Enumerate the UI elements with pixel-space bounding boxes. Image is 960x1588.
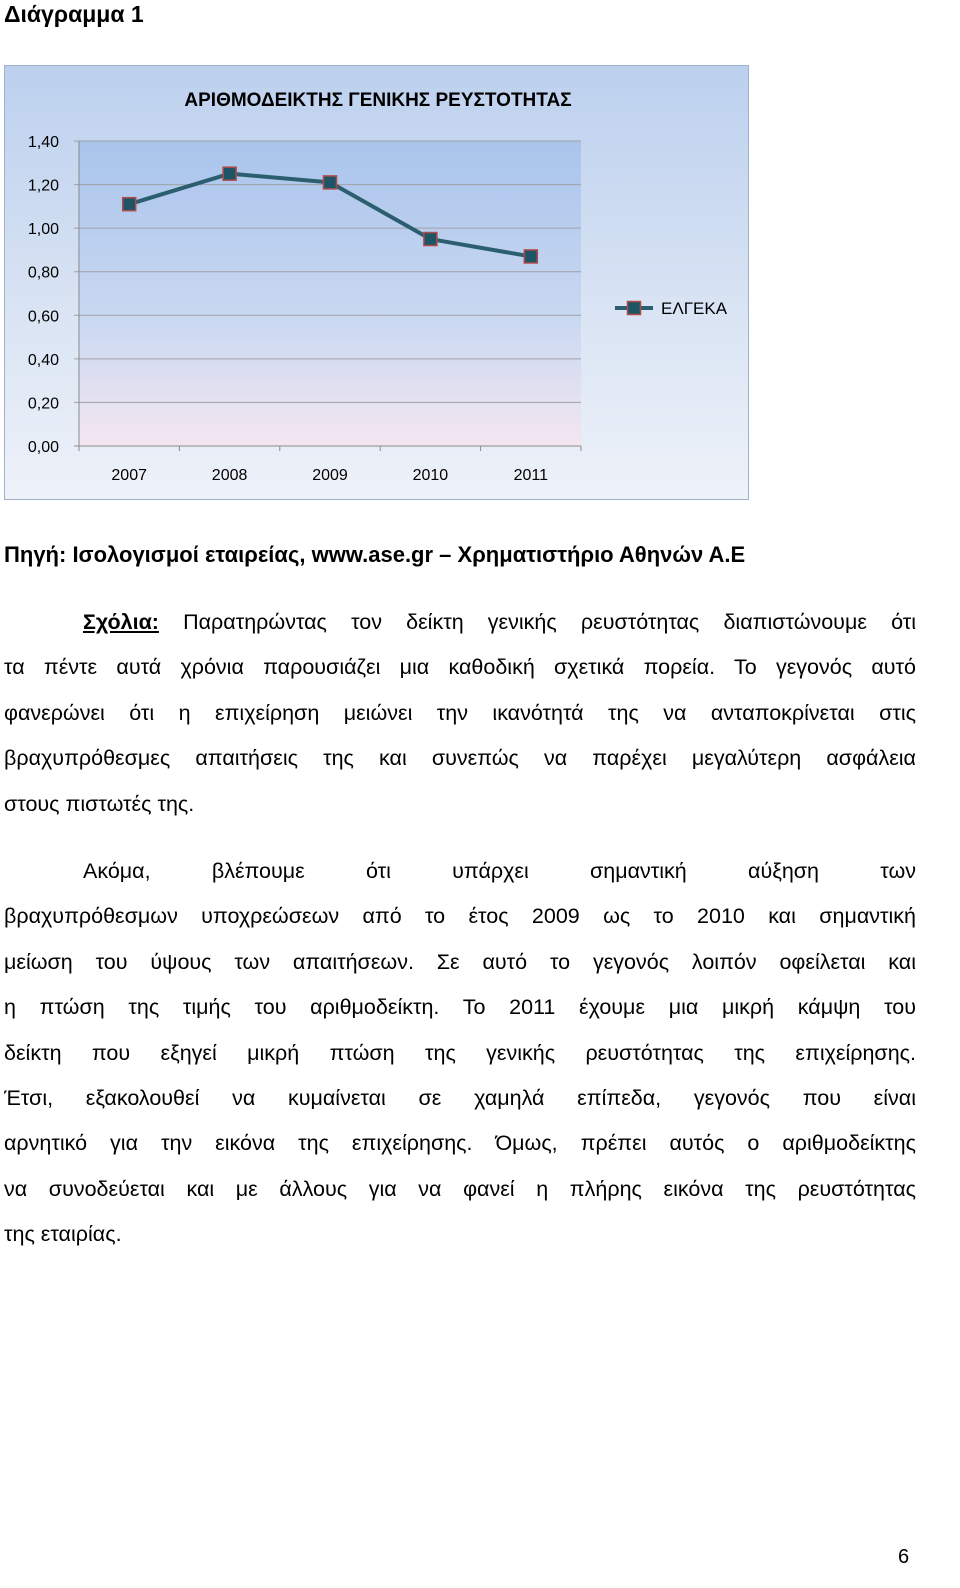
paragraph-line: φανερώνει ότι η επιχείρηση μειώνει την ικανότητά της να ανταποκρίνεται στις <box>4 700 916 725</box>
y-tick-label: 0,80 <box>27 264 59 282</box>
y-tick-label: 0,60 <box>27 308 59 326</box>
page-number: 6 <box>898 1546 910 1568</box>
y-tick-label: 0,20 <box>27 395 59 413</box>
data-point-marker <box>123 198 136 211</box>
legend-label: ΕΛΓΕΚΑ <box>661 299 728 318</box>
y-tick-label: 1,00 <box>27 221 59 239</box>
data-point-marker <box>524 250 537 263</box>
paragraph-line <box>4 600 916 645</box>
paragraph-line: βραχυπρόθεσμες απαιτήσεις της και συνεπώς να παρέχει μεγαλύτερη ασφάλεια <box>4 746 916 771</box>
y-tick-label: 1,20 <box>27 177 59 195</box>
comments-paragraph <box>4 600 916 827</box>
paragraph-line: τα πέντε αυτά χρόνια παρουσιάζει μια καθοδική σχετικά πορεία. Το γεγονός αυτό <box>4 655 916 680</box>
paragraph-line: η πτώση της τιμής του αριθμοδείκτη. Το 2011 έχουμε μια μικρή κάμψη του <box>4 995 916 1020</box>
x-tick-label: 2011 <box>513 467 549 484</box>
x-tick-label: 2010 <box>412 467 449 484</box>
liquidity-chart <box>4 65 749 500</box>
paragraph-line: στους πιστωτές της. <box>4 791 195 816</box>
paragraph-line: της εταιρίας. <box>4 1222 122 1247</box>
paragraph-line: μείωση του ύψους των απαιτήσεων. Σε αυτό το γεγονός λοιπόν οφείλεται και <box>4 949 916 974</box>
paragraph-line: να συνοδεύεται και με άλλους για να φανεί η πλήρης εικόνα της ρευστότητας <box>4 1176 916 1201</box>
analysis-paragraph <box>4 849 916 1258</box>
x-tick-label: 2007 <box>111 467 147 484</box>
data-point-marker <box>223 167 236 180</box>
legend-marker <box>628 302 641 315</box>
chart-title: ΑΡΙΘΜΟΔΕΙΚΤΗΣ ΓΕΝΙΚΗΣ ΡΕΥΣΤΟΤΗΤΑΣ <box>184 90 572 111</box>
paragraph-line: Έτσι, εξακολουθεί να κυμαίνεται σε χαμηλά επίπεδα, γεγονός που είναι <box>4 1085 916 1110</box>
paragraph-line: Ακόμα, βλέπουμε ότι υπάρχει σημαντική αύξηση των <box>83 859 916 883</box>
chart-svg <box>5 66 750 501</box>
paragraph-line-text: Παρατηρώντας τον δείκτη γενικής ρευστότητας διαπιστώνουμε ότι <box>158 610 916 634</box>
comments-label: Σχόλια: <box>83 610 159 634</box>
y-tick-label: 1,40 <box>27 134 59 151</box>
data-point-marker <box>324 176 337 189</box>
figure-heading: Διάγραμμα 1 <box>4 1 144 27</box>
x-tick-label: 2009 <box>312 467 348 484</box>
y-tick-label: 0,40 <box>27 351 59 369</box>
paragraph-line: αρνητικό για την εικόνα της επιχείρησης. Όμως, πρέπει αυτός ο αριθμοδείκτης <box>4 1131 916 1156</box>
y-tick-label: 0,00 <box>27 439 59 456</box>
data-point-marker <box>424 233 437 246</box>
source-note: Πηγή: Ισολογισμοί εταιρείας, www.ase.gr – Χρηματιστήριο Αθηνών Α.Ε <box>4 542 746 567</box>
x-tick-label: 2008 <box>211 467 248 484</box>
paragraph-line: βραχυπρόθεσμων υποχρεώσεων από το έτος 2009 ως το 2010 και σημαντική <box>4 904 916 929</box>
paragraph-line: δείκτη που εξηγεί μικρή πτώση της γενικής ρευστότητας της επιχείρησης. <box>4 1040 916 1065</box>
